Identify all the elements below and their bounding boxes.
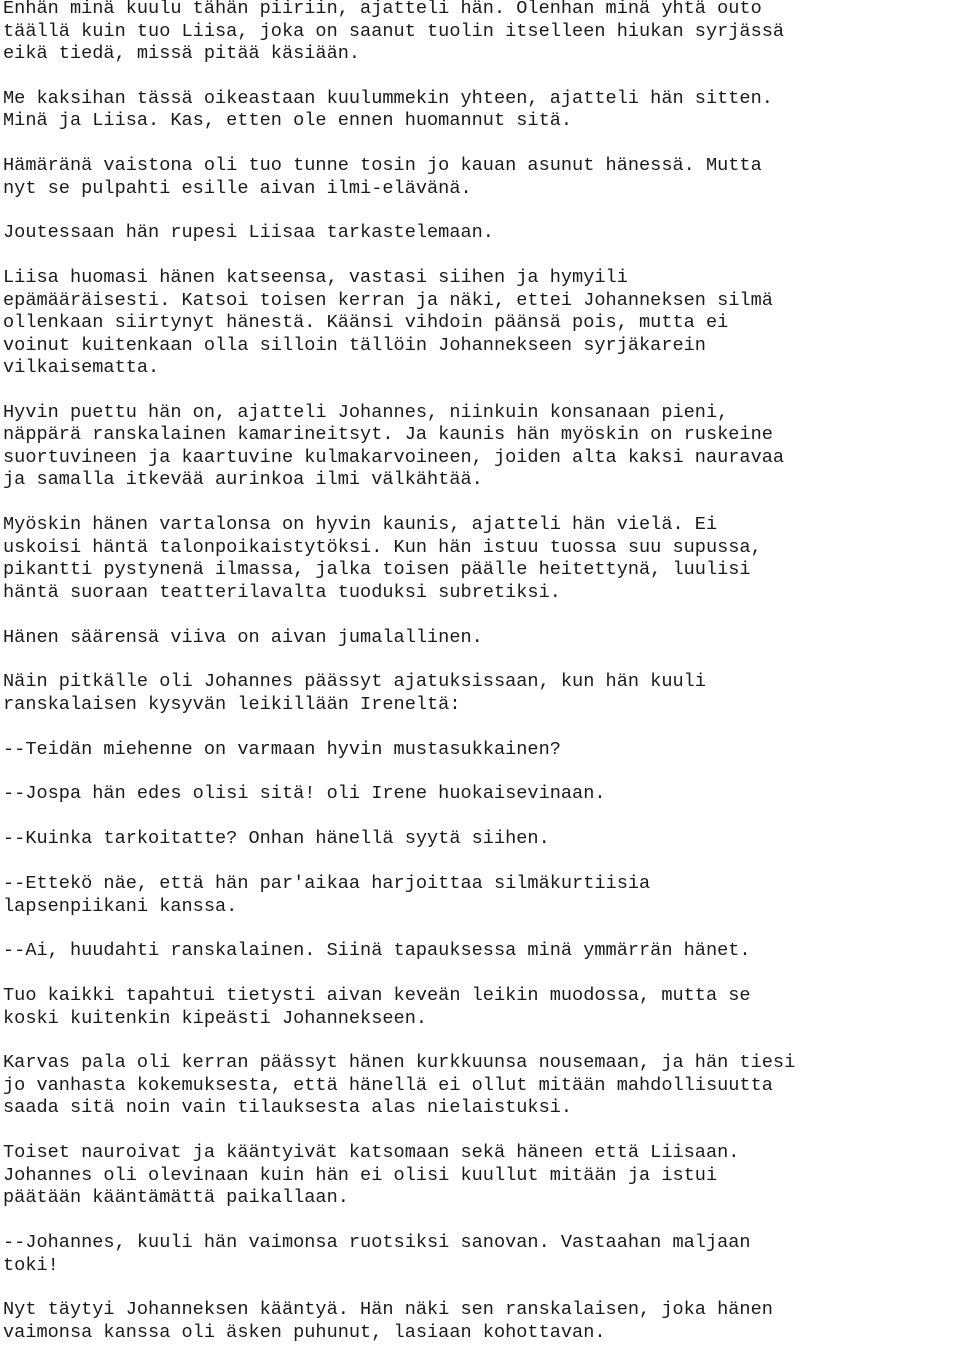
paragraph: Nyt täytyi Johanneksen kääntyä. Hän näki sen ranskalaisen, joka hänen vaimonsa kanssa oli äsken puhunut, lasiaan kohottavan.	[3, 1299, 773, 1343]
paragraph: Hyvin puettu hän on, ajatteli Johannes, niinkuin konsanaan pieni, näppärä ranskalainen kamarineitsyt. Ja kaunis hän myöskin on ruskeine suortuvineen ja kaartuvine kulmakarvoineen, joiden alta kaksi nauravaa ja samalla itkevää aurinkoa ilmi välkähtää.	[3, 401, 785, 491]
paragraph: Hänen säärensä viiva on aivan jumalallinen.	[3, 626, 483, 648]
paragraph: Hämäränä vaistona oli tuo tunne tosin jo kauan asunut hänessä. Mutta nyt se pulpahti esille aivan ilmi-elävänä.	[3, 155, 762, 199]
paragraph: Näin pitkälle oli Johannes päässyt ajatuksissaan, kun hän kuuli ranskalaisen kysyvän leikillään Ireneltä:	[3, 671, 706, 715]
paragraph: Me kaksihan tässä oikeastaan kuulummekin yhteen, ajatteli hän sitten. Minä ja Liisa. Kas, etten ole ennen huomannut sitä.	[3, 87, 773, 132]
dialogue-line: --Kuinka tarkoitatte? Onhan hänellä syytä siihen.	[3, 828, 550, 850]
dialogue-line: --Teidän miehenne on varmaan hyvin mustasukkainen?	[3, 738, 561, 760]
paragraph: Liisa huomasi hänen katseensa, vastasi siihen ja hymyili epämääräisesti. Katsoi toisen kerran ja näki, ettei Johanneksen silmä ollenkaan siirtynyt hänestä. Käänsi vihdoin päänsä pois, mutta ei voinut kuitenkaan olla silloin tällöin Johannekseen syrjäkarein vilkaisematta.	[3, 267, 773, 379]
paragraph: Toiset nauroivat ja kääntyivät katsomaan sekä häneen että Liisaan. Johannes oli olevinaan kuin hän ei olisi kuullut mitään ja istui päätään kääntämättä paikallaan.	[3, 1142, 740, 1209]
document-body	[3, 0, 960, 1367]
dialogue-line: --Ai, huudahti ranskalainen. Siinä tapauksessa minä ymmärrän hänet.	[3, 940, 751, 962]
paragraph: Karvas pala oli kerran päässyt hänen kurkkuunsa nousemaan, ja hän tiesi jo vanhasta kokemuksesta, että hänellä ei ollut mitään mahdollisuutta saada sitä noin vain tilauksesta alas nielaistuksi.	[3, 1052, 796, 1119]
paragraph: Enhän minä kuulu tähän piiriin, ajatteli hän. Olenhan minä yhtä outo täällä kuin tuo Liisa, joka on saanut tuolin itselleen hiukan syrjässä eikä tiedä, missä pitää käsiään.	[3, 0, 785, 64]
dialogue-line: --Ettekö näe, että hän par'aikaa harjoittaa silmäkurtiisia lapsenpiikani kanssa.	[3, 873, 651, 917]
dialogue-line: --Johannes, kuuli hän vaimonsa ruotsiksi sanovan. Vastaahan maljaan toki!	[3, 1232, 751, 1276]
paragraph: Tuo kaikki tapahtui tietysti aivan keveän leikin muodossa, mutta se koski kuitenkin kipeästi Johannekseen.	[3, 985, 751, 1029]
dialogue-line: --Jospa hän edes olisi sitä! oli Irene huokaisevinaan.	[3, 783, 606, 805]
paragraph: Joutessaan hän rupesi Liisaa tarkastelemaan.	[3, 222, 494, 244]
paragraph: Myöskin hänen vartalonsa on hyvin kaunis, ajatteli hän vielä. Ei uskoisi häntä talonpoikaistytöksi. Kun hän istuu tuossa suu supussa, pikantti pystynenä ilmassa, jalka toisen päälle heitettynä, luulisi häntä suoraan teatterilavalta tuoduksi subretiksi.	[3, 514, 762, 603]
